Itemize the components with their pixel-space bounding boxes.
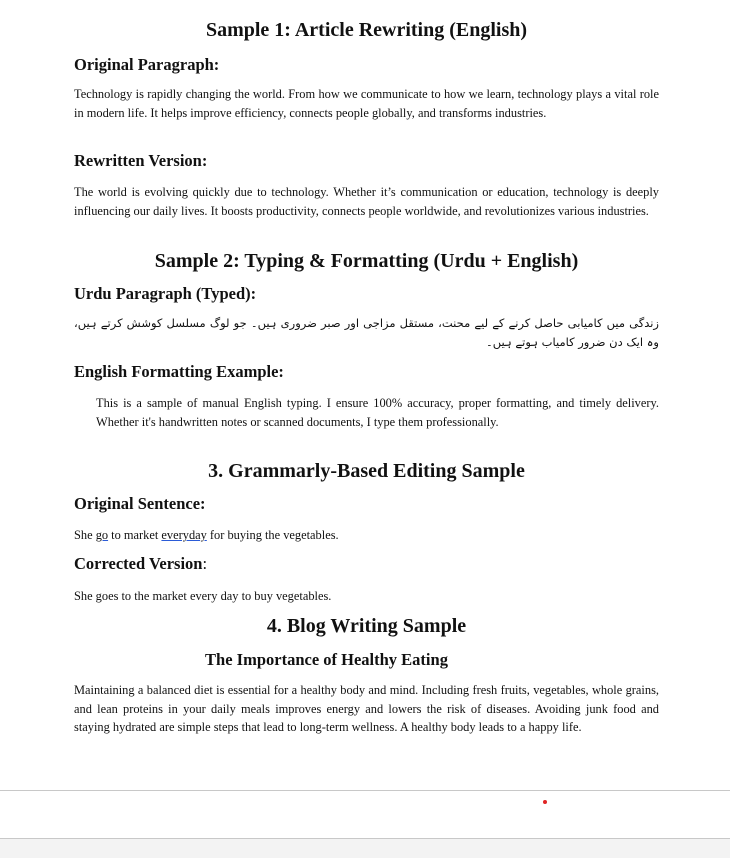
grammar-error-everyday[interactable]: everyday [161, 528, 207, 542]
sample2-urdu-heading: Urdu Paragraph (Typed): [74, 284, 257, 303]
sample3-corrected-sentence: She goes to the market every day to buy vegetables. [74, 589, 332, 603]
sample1-original-heading: Original Paragraph: [74, 55, 220, 74]
next-page-band [0, 839, 730, 858]
sample2-urdu-paragraph: زندگی میں کامیابی حاصل کرنے کے لیے محنت، مستقل مزاجی اور صبر ضروری ہیں۔ جو لوگ مسلسل کوشش کرتے ہیں، وہ ایک دن ضرور کامیاب ہوتے ہیں۔ [74, 316, 659, 349]
sentence-part: for buying the vegetables. [206, 528, 339, 542]
sample1-rewritten-paragraph: The world is evolving quickly due to technology. Whether it’s communication or education, technology is deeply influencing our daily lives. It boosts productivity, connects people worldwide, and revolutionizes various industries. [74, 185, 659, 218]
sample1-title: Sample 1: Article Rewriting (English) [205, 19, 528, 41]
sentence-part: to market [108, 528, 162, 542]
sentence-part: She [74, 528, 96, 542]
blog-paragraph: Maintaining a balanced diet is essential for a healthy body and mind. Including fresh fruits, vegetables, whole grains, and lean proteins in your daily meals improves energy and lowers the risk of diseases. Avoiding junk food and staying hydrated are simple steps that lead to long-term wellness. A healthy body leads to a happy life. [74, 683, 659, 734]
marker-dot [543, 800, 547, 804]
corrected-heading-colon: : [202, 554, 208, 573]
sample2-english-heading: English Formatting Example: [74, 362, 284, 381]
sample2-title: Sample 2: Typing & Formatting (Urdu + English) [154, 250, 579, 272]
sample1-original-paragraph: Technology is rapidly changing the world. From how we communicate to how we learn, technology plays a vital role in modern life. It helps improve efficiency, connects people globally, and transforms industries. [74, 87, 659, 120]
sample3-original-heading: Original Sentence: [74, 494, 206, 513]
sample3-title: 3. Grammarly-Based Editing Sample [208, 460, 525, 482]
sample4-title: 4. Blog Writing Sample [266, 615, 467, 637]
sample3-corrected-heading [74, 554, 207, 574]
grammar-error-go[interactable]: go [95, 528, 109, 542]
page-divider [0, 790, 730, 791]
sample1-rewritten-heading: Rewritten Version: [74, 151, 208, 170]
sample2-english-paragraph: This is a sample of manual English typing. I ensure 100% accuracy, proper formatting, and timely delivery. Whether it's handwritten notes or scanned documents, I type them professionally. [96, 396, 659, 429]
sample3-original-sentence [74, 526, 659, 545]
blog-title: The Importance of Healthy Eating [205, 650, 448, 669]
corrected-heading-text: Corrected Version [74, 554, 203, 573]
